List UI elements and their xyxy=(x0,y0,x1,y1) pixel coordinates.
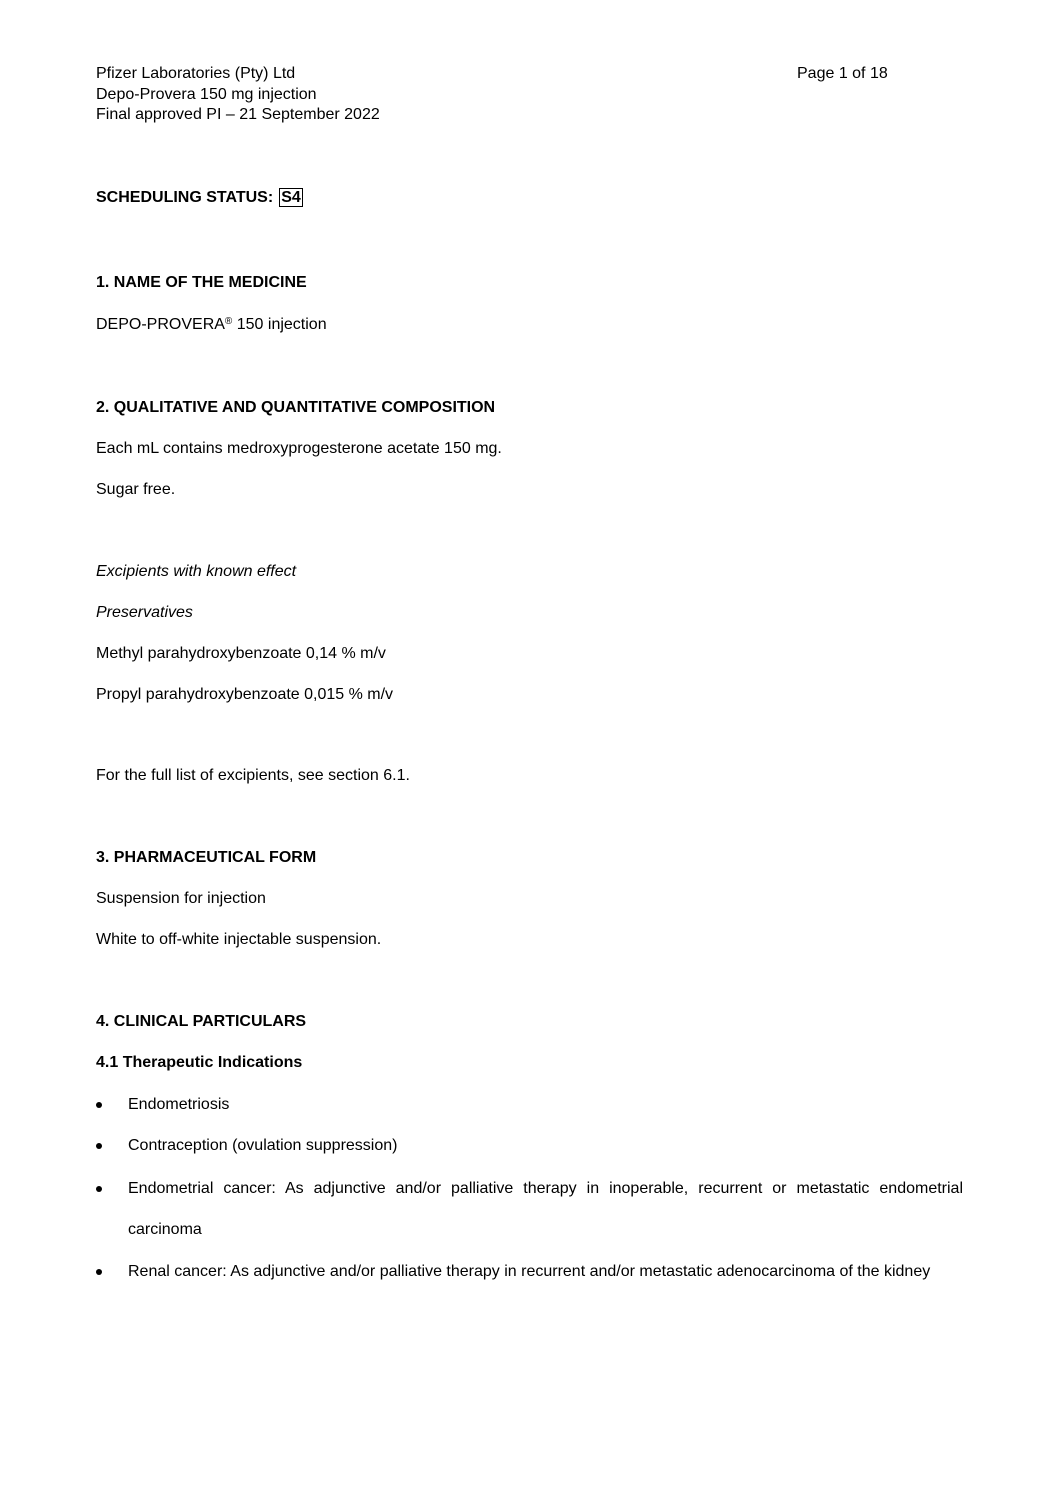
bullet-icon xyxy=(96,1269,102,1275)
indication-text: Contraception (ovulation suppression) xyxy=(128,1137,398,1154)
bullet-icon xyxy=(96,1186,102,1192)
excipients-heading: Excipients with known effect xyxy=(96,563,297,580)
page-header xyxy=(96,64,380,126)
section-1-heading: 1. NAME OF THE MEDICINE xyxy=(96,274,307,291)
medicine-name-text: DEPO-PROVERA xyxy=(96,316,225,333)
bullet-icon xyxy=(96,1102,102,1108)
indication-text: Endometriosis xyxy=(128,1096,230,1113)
section-4-1-heading: 4.1 Therapeutic Indications xyxy=(96,1054,303,1071)
header-company: Pfizer Laboratories (Pty) Ltd xyxy=(96,65,296,82)
header-product: Depo-Provera 150 mg injection xyxy=(96,85,317,103)
indication-text: Renal cancer: As adjunctive and/or palliative therapy in recurrent and/or metastatic adenocarcinoma of the kidney xyxy=(128,1263,931,1280)
page-number: Page 1 of 18 xyxy=(797,65,888,82)
form-line-1: Suspension for injection xyxy=(96,890,266,907)
scheduling-value-box: S4 xyxy=(281,189,301,206)
medicine-name xyxy=(96,315,327,335)
section-2-heading: 2. QUALITATIVE AND QUANTITATIVE COMPOSITION xyxy=(96,399,496,416)
header-approval: Final approved PI – 21 September 2022 xyxy=(96,106,380,123)
indication-text: Endometrial cancer: As adjunctive and/or palliative therapy in inoperable, recurrent or metastatic endometrial carcinoma xyxy=(128,1180,963,1238)
preservative-propyl: Propyl parahydroxybenzoate 0,015 % m/v xyxy=(96,686,394,703)
registered-mark: ® xyxy=(224,316,233,327)
preservatives-heading: Preservatives xyxy=(96,604,193,621)
scheduling-status xyxy=(96,188,303,208)
composition-line: Each mL contains medroxyprogesterone acetate 150 mg. xyxy=(96,440,502,457)
section-4-heading: 4. CLINICAL PARTICULARS xyxy=(96,1013,307,1030)
medicine-name-suffix: 150 injection xyxy=(232,316,327,333)
section-3-heading: 3. PHARMACEUTICAL FORM xyxy=(96,849,317,866)
bullet-icon xyxy=(96,1143,102,1149)
preservative-methyl: Methyl parahydroxybenzoate 0,14 % m/v xyxy=(96,645,386,662)
scheduling-label: SCHEDULING STATUS: xyxy=(96,189,274,206)
sugar-free-line: Sugar free. xyxy=(96,481,176,498)
form-line-2: White to off-white injectable suspension. xyxy=(96,931,382,948)
excipients-reference: For the full list of excipients, see section 6.1. xyxy=(96,767,410,784)
